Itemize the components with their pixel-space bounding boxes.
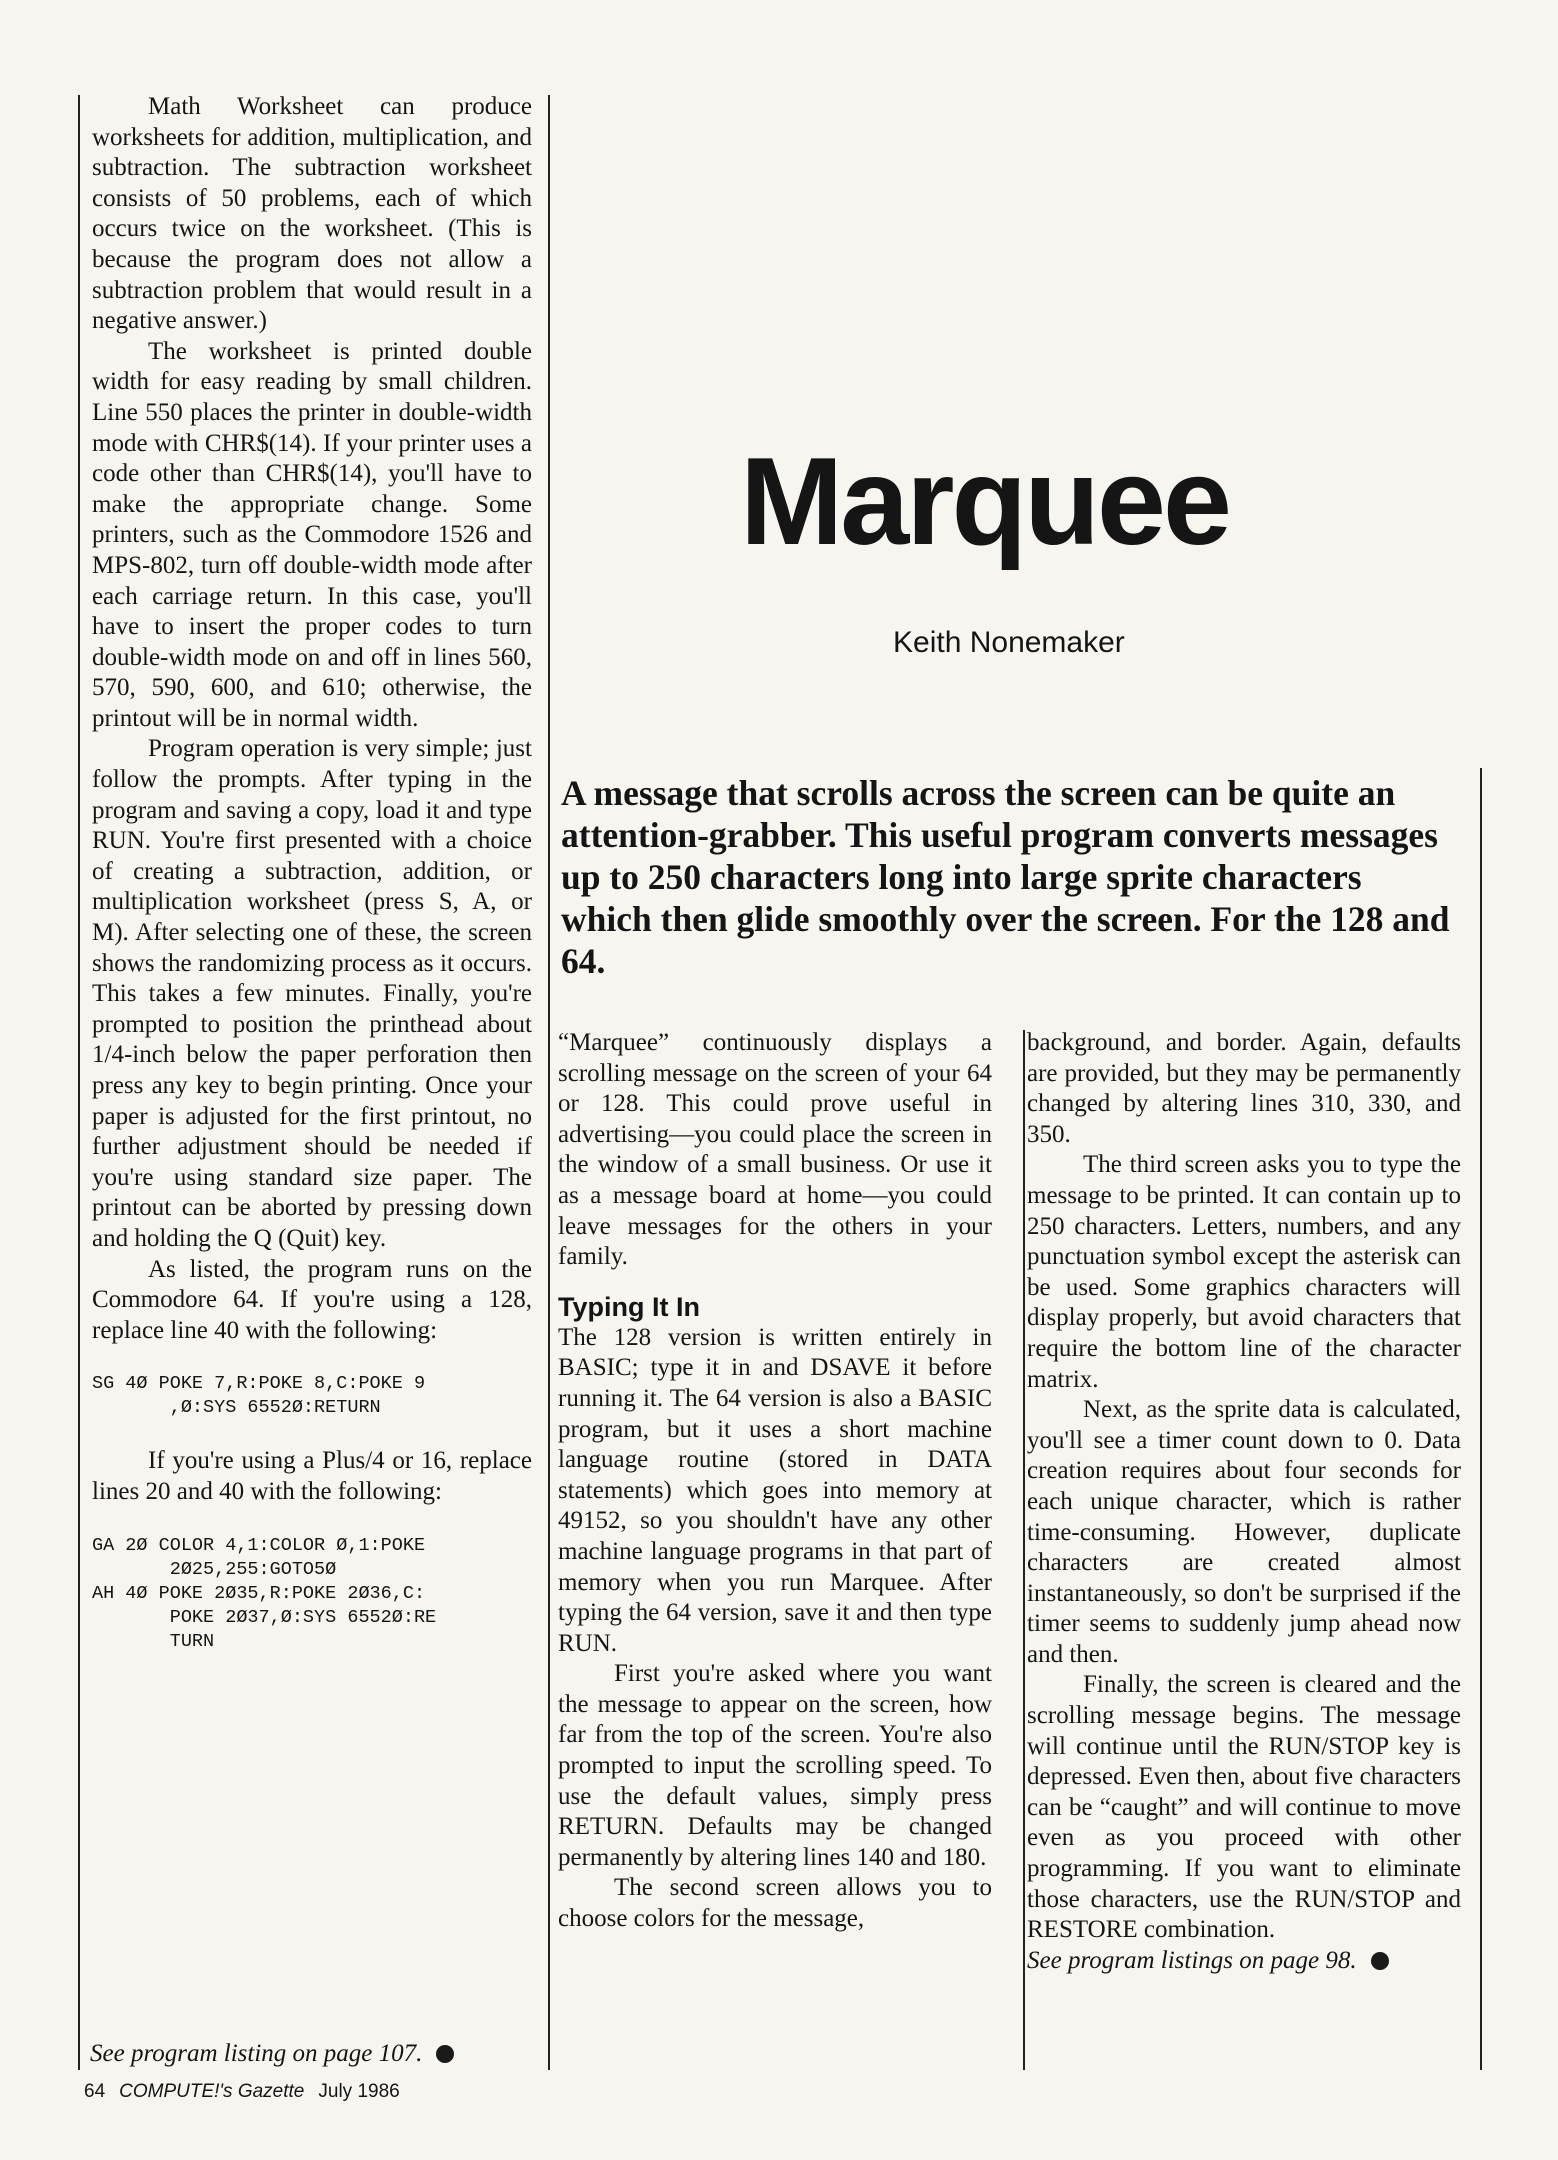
paragraph: The second screen allows you to choose colors for the message, (558, 1874, 992, 1933)
paragraph: Math Worksheet can produce worksheets for addition, multiplication, and subtraction. The subtraction worksheet consists of 50 problems, each of which occurs twice on the worksheet. (This is because the program does not allow a subtraction problem that would result in a negative answer.) (92, 93, 532, 335)
page-number: 64 (84, 2081, 106, 2102)
paragraph: The third screen asks you to type the message to be printed. It can contain up to 250 characters. Letters, numbers, and any punctuation symbol except the asterisk can be used. Some graphics characters will display properly, but avoid characters that require the bottom line of the character matrix. (1027, 1151, 1461, 1393)
left-column (92, 92, 532, 1654)
issue-date: July 1986 (318, 2081, 400, 2102)
end-mark-icon (436, 2045, 454, 2063)
see-listing-left-text: See program listing on page 107. (90, 2040, 423, 2067)
right-column (1027, 1028, 1461, 1976)
middle-column-rule (1023, 1030, 1025, 2070)
article-deck: A message that scrolls across the screen can be quite an attention-grabber. This useful program converts messages up to 250 characters long into large sprite characters which then glide smoothly over the screen. For the 128 and 64. (561, 773, 1450, 981)
publication-name: COMPUTE!'s Gazette (119, 2081, 305, 2102)
paragraph-plus4: If you're using a Plus/4 or 16, replace lines 20 and 40 with the following: (92, 1447, 532, 1505)
left-column-rule-left (78, 95, 80, 2070)
end-mark-icon (1371, 1952, 1389, 1970)
page-footer (84, 2081, 400, 2103)
code-listing-plus4: GA 2Ø COLOR 4,1:COLOR Ø,1:POKE 2Ø25,255:GOTO5Ø AH 4Ø POKE 2Ø35,R:POKE 2Ø36,C: POKE 2Ø37,Ø:SYS 6552Ø:RE TURN (92, 1534, 437, 1652)
code-listing-128: SG 4Ø POKE 7,R:POKE 8,C:POKE 9 ,Ø:SYS 6552Ø:RETURN (92, 1373, 426, 1419)
article-title: Marquee (740, 433, 1229, 571)
paragraph: The worksheet is printed double width for easy reading by small children. Line 550 places the printer in double-width mode with CHR$(14). If your printer uses a code other than CHR$(14), you'll have to make the appropriate change. Some printers, such as the Commodore 1526 and MPS-802, turn off double-width mode after each carriage return. In this case, you'll have to insert the proper codes to turn double-width mode on and off in lines 560, 570, 590, 600, and 610; otherwise, the printout will be in normal width. (92, 337, 532, 732)
author-byline: Keith Nonemaker (893, 626, 1125, 659)
paragraph: Program operation is very simple; just follow the prompts. After typing in the program and saving a copy, load it and type RUN. You're first presented with a choice of creating a subtraction, addition, or multiplication worksheet (press S, A, or M). After selecting one of these, the screen shows the randomizing process as it occurs. This takes a few minutes. Finally, you're prompted to position the printhead about 1/4-inch below the paper perforation then press any key to begin printing. Once your paper is adjusted for the first printout, no further adjustment should be needed if you're using standard size paper. The printout can be aborted by pressing down and holding the Q (Quit) key. (92, 735, 532, 1252)
middle-column (558, 1028, 992, 1935)
paragraph: Next, as the sprite data is calculated, you'll see a timer count down to 0. Data creation requires about four seconds for each unique character, which is rather time-consuming. However, duplicate characters are created almost instantaneously, so don't be surprised if the timer seems to suddenly jump ahead now and then. (1027, 1396, 1461, 1668)
paragraph: Finally, the screen is cleared and the scrolling message begins. The message will continue until the RUN/STOP key is depressed. Even then, about five characters can be “caught” and will continue to move even as you proceed with other programming. If you want to eliminate those characters, use the RUN/STOP and RESTORE combination. (1027, 1671, 1461, 1944)
see-listing-right-text: See program listings on page 98. (1027, 1946, 1357, 1974)
intro-paragraph: “Marquee” continuously displays a scrolling message on the screen of your 64 or 128. This could prove useful in advertising—you could place the screen in the window of a small business. Or use it as a message board at home—you could leave messages for the others in your family. (558, 1029, 992, 1271)
paragraph: The 128 version is written entirely in BASIC; type it in and DSAVE it before running it. The 64 version is also a BASIC program, but it uses a short machine language routine (stored in DATA statements) which goes into memory at 49152, so you shouldn't have any other machine language programs in that part of memory when you run Marquee. After typing the 64 version, save it and then type RUN. (558, 1323, 992, 1657)
see-listing-right (1027, 1946, 1461, 1977)
right-column-rule (1480, 768, 1482, 2070)
subhead-typing-it-in: Typing It In (558, 1291, 700, 1322)
see-listing-left (90, 2040, 454, 2068)
paragraph: First you're asked where you want the message to appear on the screen, how far from the top of the screen. You're also prompted to input the scrolling speed. To use the default values, simply press RETURN. Defaults may be changed permanently by altering lines 140 and 180. (558, 1660, 992, 1871)
paragraph: background, and border. Again, defaults are provided, but they may be permanently changed by altering lines 310, 330, and 350. (1027, 1029, 1461, 1148)
left-column-rule-right (548, 95, 550, 2070)
paragraph: As listed, the program runs on the Commodore 64. If you're using a 128, replace line 40 with the following: (92, 1255, 532, 1344)
